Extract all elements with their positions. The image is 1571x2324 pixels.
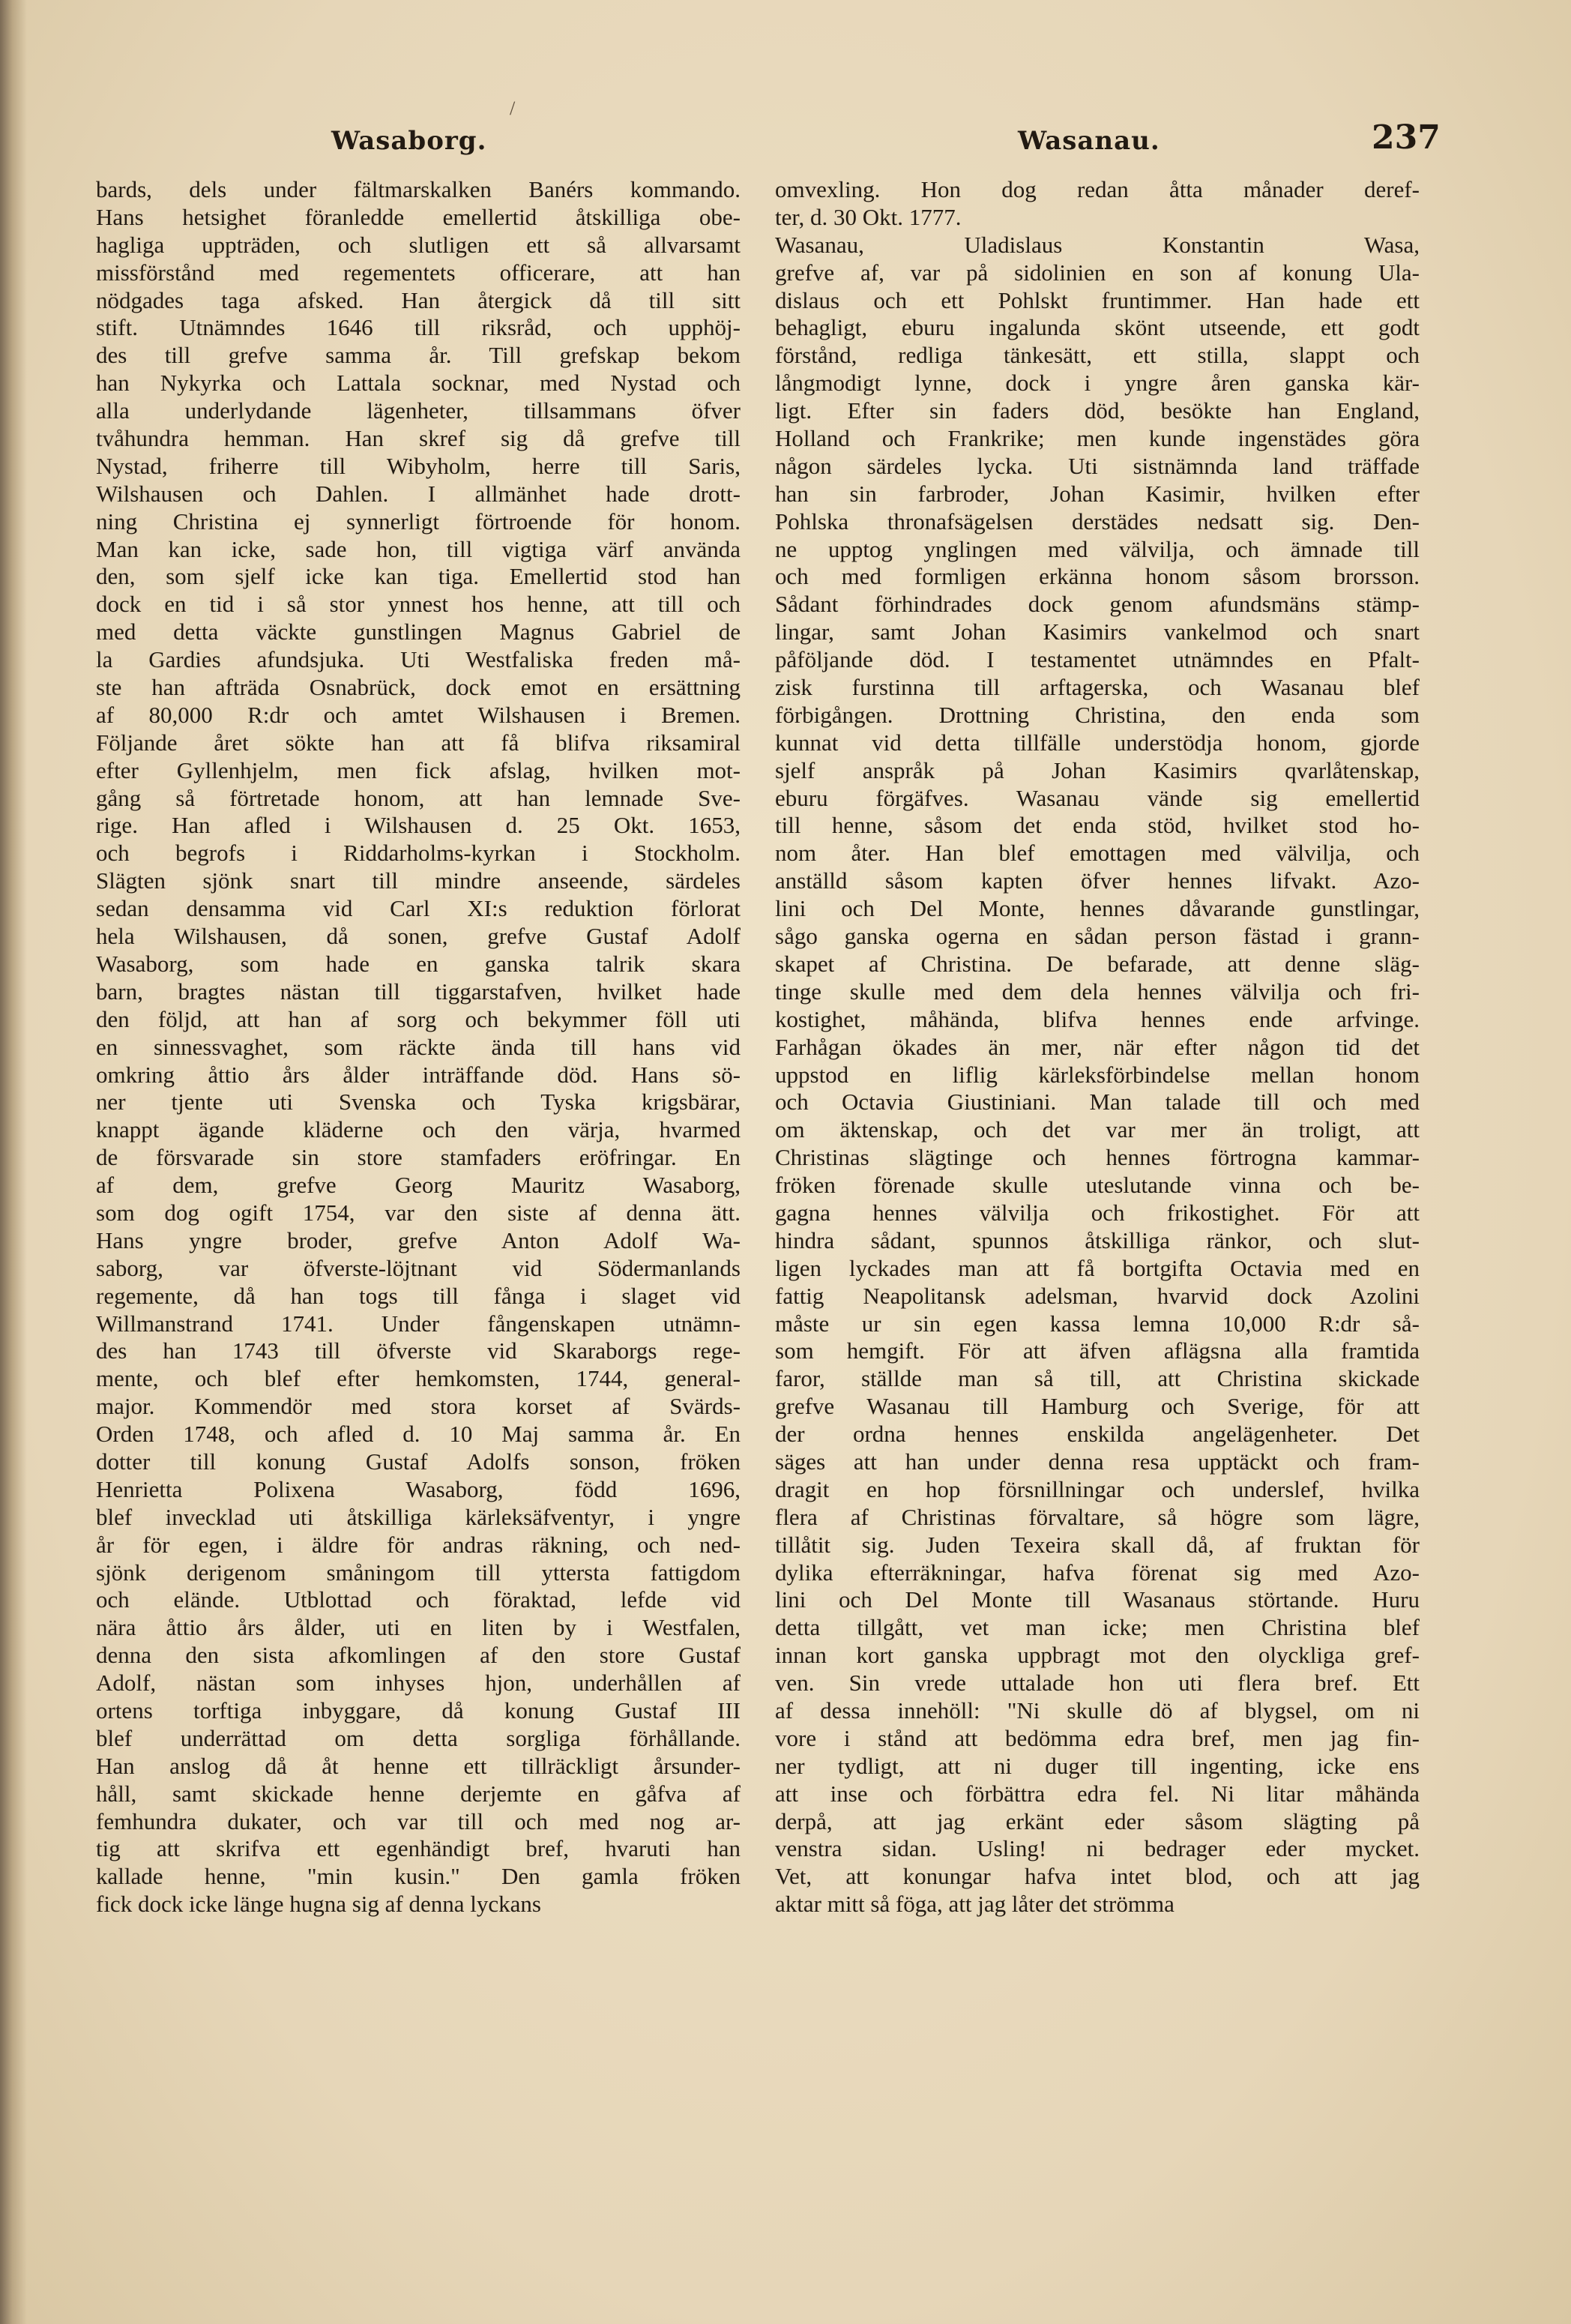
- text-line: ter, d. 30 Okt. 1777.: [775, 203, 962, 230]
- text-line: dragit en hop försnillningar och underslef, hvilka: [775, 1475, 1420, 1502]
- text-line: dock en tid i så stor ynnest hos henne, att till och: [96, 591, 741, 618]
- text-line: fröken förenade skulle uteslutande vinna och be-: [775, 1172, 1420, 1199]
- text-line: till henne, såsom det enda stöd, hvilket stod ho-: [775, 812, 1420, 839]
- text-line: med detta väckte gunstlingen Magnus Gabriel de: [96, 618, 741, 645]
- text-line: nödgades taga afsked. Han återgick då till sitt: [96, 286, 741, 313]
- text-line: håll, samt skickade henne derjemte en gåfva af: [96, 1780, 741, 1807]
- text-line: hela Wilshausen, då sonen, grefve Gustaf Adolf: [96, 923, 741, 950]
- text-line: af dem, grefve Georg Mauritz Wasaborg,: [96, 1172, 741, 1199]
- text-line: alla underlydande lägenheter, tillsammans öfver: [96, 397, 741, 424]
- text-line: Henrietta Polixena Wasaborg, född 1696,: [96, 1475, 741, 1502]
- text-line: femhundra dukater, och var till och med nog ar-: [96, 1807, 741, 1834]
- text-line: Wasanau, Uladislaus Konstantin Wasa,: [775, 231, 1420, 258]
- running-header: [67, 118, 1447, 171]
- text-line: Vet, att konungar hafva intet blod, och att jag: [775, 1863, 1420, 1890]
- right-running-title: Wasanau.: [1018, 126, 1160, 156]
- text-line: bards, dels under fältmarskalken Banérs kommando.: [96, 176, 741, 202]
- text-line: des till grefve samma år. Till grefskap bekom: [96, 342, 741, 369]
- text-line: Hans yngre broder, grefve Anton Adolf Wa-: [96, 1226, 741, 1253]
- page-number: 237: [1372, 118, 1441, 157]
- right-text-column: [775, 176, 1420, 1918]
- text-line: sedan densamma vid Carl XI:s reduktion förlorat: [96, 895, 741, 922]
- text-line: ortens torftiga inbyggare, då konung Gustaf III: [96, 1697, 741, 1724]
- text-line: rige. Han afled i Wilshausen d. 25 Okt. 1653,: [96, 812, 741, 839]
- text-line: flera af Christinas förvaltare, så högre som lägre,: [775, 1503, 1420, 1530]
- text-line: ligt. Efter sin faders död, besökte han England,: [775, 397, 1420, 424]
- text-line: Hans hetsighet föranledde emellertid åtskilliga obe-: [96, 203, 741, 230]
- text-line: långmodigt lynne, dock i yngre åren ganska kär-: [775, 370, 1420, 397]
- text-line: tig att skrifva ett egenhändigt bref, hvaruti han: [96, 1835, 741, 1862]
- text-line: kunnat vid detta tillfälle understödja honom, gjorde: [775, 729, 1420, 756]
- text-line: Följande året sökte han att få blifva riksamiral: [96, 729, 741, 756]
- left-text-column: [96, 176, 741, 1918]
- text-line: Slägten sjönk snart till mindre anseende, särdeles: [96, 867, 741, 894]
- text-line: innan kort ganska uppbragt mot den olyckliga gref-: [775, 1642, 1420, 1669]
- text-line: lini och Del Monte till Wasanaus störtande. Huru: [775, 1586, 1420, 1613]
- text-line: stift. Utnämndes 1646 till riksråd, och upphöj-: [96, 314, 741, 341]
- text-line: Pohlska thronafsägelsen derstädes nedsatt sig. Den-: [775, 508, 1420, 535]
- margin-mark: /: [510, 97, 516, 119]
- text-line: och Octavia Giustiniani. Man talade till och med: [775, 1089, 1420, 1116]
- text-line: eburu förgäfves. Wasanau vände sig emellertid: [775, 784, 1420, 811]
- text-line: Adolf, nästan som inhyses hjon, underhållen af: [96, 1670, 741, 1697]
- left-running-title: Wasaborg.: [331, 126, 487, 156]
- text-line: han sin farbroder, Johan Kasimir, hvilken efter: [775, 480, 1420, 507]
- text-line: der ordna hennes enskilda angelägenheter. Det: [775, 1421, 1420, 1448]
- text-line: saborg, var öfverste-löjtnant vid Södermanlands: [96, 1254, 741, 1281]
- text-line: Christinas slägtinge och hennes förtrogna kammar-: [775, 1144, 1420, 1171]
- text-line: detta tillgått, vet man icke; men Christina blef: [775, 1614, 1420, 1641]
- text-line: efter Gyllenhjelm, men fick afslag, hvilken mot-: [96, 756, 741, 783]
- text-line: säges att han under denna resa upptäckt och fram-: [775, 1448, 1420, 1475]
- text-line: gång så förtretade honom, att han lemnade Sve-: [96, 784, 741, 811]
- text-line: faror, ställde man så till, att Christina skickade: [775, 1365, 1420, 1392]
- text-line: Farhågan ökades än mer, när efter någon tid det: [775, 1033, 1420, 1060]
- text-line: anställd såsom kapten öfver hennes lifvakt. Azo-: [775, 867, 1420, 894]
- text-line: af dessa innehöll: "Ni skulle dö af blygsel, om ni: [775, 1697, 1420, 1724]
- text-line: omkring åttio års ålder inträffande död. Hans sö-: [96, 1061, 741, 1088]
- text-line: som dog ogift 1754, var den siste af denna ätt.: [96, 1199, 741, 1226]
- text-line: lingar, samt Johan Kasimirs vankelmod och snart: [775, 618, 1420, 645]
- text-line: den följd, att han af sorg och bekymmer föll uti: [96, 1005, 741, 1032]
- text-line: förstånd, redliga tänkesätt, ett stilla, slappt och: [775, 342, 1420, 369]
- text-line: en sinnessvaghet, som räckte ända till hans vid: [96, 1033, 741, 1060]
- text-line: blef underrättad om detta sorgliga förhållande.: [96, 1724, 741, 1751]
- text-line: grefve Wasanau till Hamburg och Sverige, för att: [775, 1393, 1420, 1420]
- text-line: förbigången. Drottning Christina, den enda som: [775, 701, 1420, 728]
- text-line: Wilshausen och Dahlen. I allmänhet hade drott-: [96, 480, 741, 507]
- text-line: år för egen, i äldre för andras räkning, och ned-: [96, 1531, 741, 1558]
- text-line: någon särdeles lycka. Uti sistnämnda land träffade: [775, 452, 1420, 479]
- text-line: sågo ganska ogerna en sådan person fästad i grann-: [775, 923, 1420, 950]
- text-line: Sådant förhindrades dock genom afundsmäns stämp-: [775, 591, 1420, 618]
- text-line: ner tydligt, att ni duger till ingenting, icke ens: [775, 1752, 1420, 1779]
- text-line: skapet af Christina. De befarade, att denne släg-: [775, 950, 1420, 977]
- text-line: des han 1743 till öfverste vid Skaraborgs rege-: [96, 1337, 741, 1364]
- text-line: ner tjente uti Svenska och Tyska krigsbärar,: [96, 1089, 741, 1116]
- text-line: Wasaborg, som hade en ganska talrik skara: [96, 950, 741, 977]
- text-line: fick dock icke länge hugna sig af denna lyckans: [96, 1891, 541, 1918]
- text-line: tillåtit sig. Juden Texeira skall då, af fruktan för: [775, 1531, 1420, 1558]
- text-line: denna den sista afkomlingen af den store Gustaf: [96, 1642, 741, 1669]
- text-line: dotter till konung Gustaf Adolfs sonson, fröken: [96, 1448, 741, 1475]
- text-line: knappt ägande kläderne och den värja, hvarmed: [96, 1116, 741, 1143]
- text-line: gagna hennes välvilja och frikostighet. För att: [775, 1199, 1420, 1226]
- text-line: venstra sidan. Usling! ni bedrager eder mycket.: [775, 1835, 1420, 1862]
- text-line: tvåhundra hemman. Han skref sig då grefve till: [96, 425, 741, 452]
- text-line: Han anslog då åt henne ett tillräckligt årsunder-: [96, 1752, 741, 1779]
- text-line: missförstånd med regementets officerare, att han: [96, 259, 741, 286]
- text-line: dislaus och ett Pohlskt fruntimmer. Han hade ett: [775, 286, 1420, 313]
- text-line: om äktenskap, och det var mer än troligt, att: [775, 1116, 1420, 1143]
- text-line: Nystad, friherre till Wibyholm, herre till Saris,: [96, 452, 741, 479]
- text-line: barn, bragtes nästan till tiggarstafven, hvilket hade: [96, 978, 741, 1005]
- text-line: tinge skulle med dem dela hennes välvilja och fri-: [775, 978, 1420, 1005]
- text-line: ste han afträda Osnabrück, dock emot en ersättning: [96, 674, 741, 701]
- text-line: uppstod en liflig kärleksförbindelse mellan honom: [775, 1061, 1420, 1088]
- text-line: Willmanstrand 1741. Under fångenskapen utnämn-: [96, 1310, 741, 1337]
- text-line: ning Christina ej synnerligt förtroende för honom.: [96, 508, 741, 535]
- text-line: blef invecklad uti åtskilliga kärleksäfventyr, i yngre: [96, 1503, 741, 1530]
- text-line: mente, och blef efter hemkomsten, 1744, general-: [96, 1365, 741, 1392]
- text-line: derpå, att jag erkänt eder såsom slägting på: [775, 1807, 1420, 1834]
- text-line: och begrofs i Riddarholms-kyrkan i Stockholm.: [96, 840, 741, 867]
- text-line: sjönk derigenom småningom till yttersta fattigdom: [96, 1559, 741, 1586]
- text-line: zisk furstinna till arftagerska, och Wasanau blef: [775, 674, 1420, 701]
- text-line: påföljande död. I testamentet utnämndes en Pfalt-: [775, 646, 1420, 673]
- text-line: kostighet, måhända, blifva hennes ende arfvinge.: [775, 1005, 1420, 1032]
- text-line: ven. Sin vrede uttalade hon uti flera bref. Ett: [775, 1670, 1420, 1697]
- page-edge: [0, 0, 27, 2324]
- text-line: nära åttio års ålder, uti en liten by i Westfalen,: [96, 1614, 741, 1641]
- text-line: af 80,000 R:dr och amtet Wilshausen i Bremen.: [96, 701, 741, 728]
- text-line: hindra sådant, spunnos åtskilliga ränkor, och slut-: [775, 1226, 1420, 1253]
- text-line: grefve af, var på sidolinien en son af konung Ula-: [775, 259, 1420, 286]
- text-line: regemente, då han togs till fånga i slaget vid: [96, 1282, 741, 1309]
- text-line: att inse och förbättra edra fel. Ni litar måhända: [775, 1780, 1420, 1807]
- text-line: fattig Neapolitansk adelsman, hvarvid dock Azolini: [775, 1282, 1420, 1309]
- text-line: de försvarade sin store stamfaders eröfringar. En: [96, 1144, 741, 1171]
- text-line: Man kan icke, sade hon, till vigtiga värf använda: [96, 535, 741, 562]
- text-line: ligen lyckades man att få bortgifta Octavia med en: [775, 1254, 1420, 1281]
- text-line: dylika efterräkningar, hafva förenat sig med Azo-: [775, 1559, 1420, 1586]
- text-line: och elände. Utblottad och föraktad, lefde vid: [96, 1586, 741, 1613]
- text-line: som hemgift. För att äfven aflägsna alla framtida: [775, 1337, 1420, 1364]
- text-line: omvexling. Hon dog redan åtta månader deref-: [775, 176, 1420, 202]
- text-line: Orden 1748, och afled d. 10 Maj samma år. En: [96, 1421, 741, 1448]
- text-line: ne upptog ynglingen med välvilja, och ämnade till: [775, 535, 1420, 562]
- text-line: och med formligen erkänna honom såsom brorsson.: [775, 563, 1420, 590]
- text-line: vore i stånd att bedömma edra bref, men jag fin-: [775, 1724, 1420, 1751]
- text-line: måste ur sin egen kassa lemna 10,000 R:dr så-: [775, 1310, 1420, 1337]
- text-line: nom åter. Han blef emottagen med välvilja, och: [775, 840, 1420, 867]
- text-line: sjelf anspråk på Johan Kasimirs qvarlåtenskap,: [775, 756, 1420, 783]
- text-line: Holland och Frankrike; men kunde ingenstädes göra: [775, 425, 1420, 452]
- text-line: den, som sjelf icke kan tiga. Emellertid stod han: [96, 563, 741, 590]
- text-line: major. Kommendör med stora korset af Svärds-: [96, 1393, 741, 1420]
- text-line: lini och Del Monte, hennes dåvarande gunstlingar,: [775, 895, 1420, 922]
- text-line: behagligt, eburu ingalunda skönt utseende, ett godt: [775, 314, 1420, 341]
- text-line: la Gardies afundsjuka. Uti Westfaliska freden må-: [96, 646, 741, 673]
- text-line: hagliga uppträden, och slutligen ett så allvarsamt: [96, 231, 741, 258]
- text-line: han Nykyrka och Lattala socknar, med Nystad och: [96, 370, 741, 397]
- text-line: kallade henne, "min kusin." Den gamla fröken: [96, 1863, 741, 1890]
- text-line: aktar mitt så föga, att jag låter det strömma: [775, 1891, 1175, 1918]
